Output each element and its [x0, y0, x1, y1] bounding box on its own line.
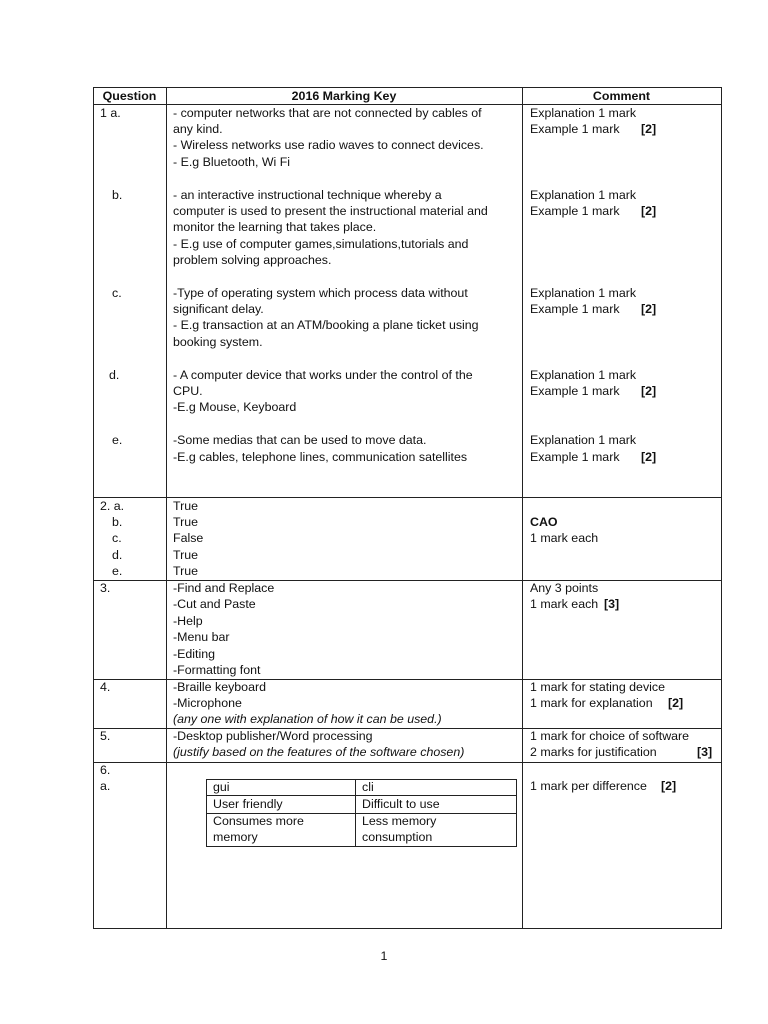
comment-line: Explanation 1 mark [530, 286, 637, 300]
key-line: -Cut and Paste [173, 597, 256, 611]
inner-table-left [206, 779, 207, 847]
table-border-bottom [93, 928, 722, 929]
marks-badge: [2] [641, 384, 657, 398]
question-label-2e: e. [112, 564, 123, 578]
comment-line: Example 1 mark [530, 122, 620, 136]
question-label-6a: a. [100, 779, 111, 793]
comment-line: Explanation 1 mark [530, 106, 637, 120]
key-line: -Editing [173, 647, 216, 661]
page-number: 1 [380, 949, 388, 963]
marks-badge: [2] [641, 450, 657, 464]
marks-badge: [2] [641, 302, 657, 316]
header-comment: Comment [592, 89, 651, 103]
key-line: -E.g Mouse, Keyboard [173, 400, 297, 414]
comment-line: Explanation 1 mark [530, 188, 637, 202]
key-line: -Braille keyboard [173, 680, 266, 694]
inner-cell: User friendly [213, 797, 283, 811]
question-label-1b: b. [112, 188, 123, 202]
key-line: -Desktop publisher/Word processing [173, 729, 373, 743]
inner-table-top [206, 779, 516, 780]
key-line: -Menu bar [173, 630, 230, 644]
key-line: - E.g transaction at an ATM/booking a plane ticket using [173, 318, 479, 332]
key-line: -Type of operating system which process data without [173, 286, 468, 300]
answer-2d: True [173, 548, 199, 562]
question-label-2d: d. [112, 548, 123, 562]
key-line: -Find and Replace [173, 581, 275, 595]
question-label-1d: d. [109, 368, 120, 382]
answer-2b: True [173, 515, 199, 529]
question-label-2c: c. [112, 531, 122, 545]
key-line: monitor the learning that takes place. [173, 220, 377, 234]
inner-cell: Difficult to use [362, 797, 440, 811]
inner-cell: Consumes more [213, 814, 304, 828]
comment-line: 1 mark per difference [530, 779, 647, 793]
key-line: problem solving approaches. [173, 253, 332, 267]
key-note-italic: (any one with explanation of how it can be used.) [173, 712, 442, 726]
question-label-1a: 1 a. [100, 106, 121, 120]
comment-cao: CAO [530, 515, 558, 529]
key-line: -E.g cables, telephone lines, communication satellites [173, 450, 468, 464]
marks-badge: [2] [641, 122, 657, 136]
question-label-2a: 2. a. [100, 499, 125, 513]
marks-badge: [2] [641, 204, 657, 218]
key-line: computer is used to present the instructional material and [173, 204, 488, 218]
comment-line: Explanation 1 mark [530, 433, 637, 447]
key-line: -Microphone [173, 696, 242, 710]
column-divider-1 [166, 87, 167, 929]
inner-header-gui: gui [213, 780, 230, 794]
comment-line: Example 1 mark [530, 204, 620, 218]
key-line: -Formatting font [173, 663, 261, 677]
table-border-right [721, 87, 722, 929]
inner-table-right [516, 779, 517, 847]
marks-badge: [2] [668, 696, 684, 710]
question-label-4: 4. [100, 680, 111, 694]
key-line: -Some medias that can be used to move data. [173, 433, 427, 447]
question-label-1c: c. [112, 286, 122, 300]
column-divider-2 [522, 87, 523, 929]
comment-line: 1 mark for explanation [530, 696, 653, 710]
comment-line: Any 3 points [530, 581, 599, 595]
answer-2c: False [173, 531, 204, 545]
key-line: - Wireless networks use radio waves to connect devices. [173, 138, 484, 152]
comment-line: 1 mark for stating device [530, 680, 665, 694]
key-line: booking system. [173, 335, 263, 349]
comment-line: Example 1 mark [530, 302, 620, 316]
comment-line: Example 1 mark [530, 450, 620, 464]
key-line: -Help [173, 614, 203, 628]
question-label-2b: b. [112, 515, 123, 529]
key-line: significant delay. [173, 302, 264, 316]
marks-badge: [2] [661, 779, 677, 793]
answer-2a: True [173, 499, 199, 513]
key-line: - an interactive instructional technique whereby a [173, 188, 442, 202]
marks-badge: [3] [697, 745, 713, 759]
inner-cell: consumption [362, 830, 433, 844]
comment-line: 1 mark for choice of software [530, 729, 690, 743]
inner-table-divider [355, 779, 356, 847]
marks-badge: [3] [604, 597, 620, 611]
answer-2e: True [173, 564, 199, 578]
key-line: any kind. [173, 122, 223, 136]
header-question: Question [102, 89, 157, 103]
inner-cell: memory [213, 830, 258, 844]
key-line: CPU. [173, 384, 203, 398]
key-line: - E.g Bluetooth, Wi Fi [173, 155, 291, 169]
question-label-3: 3. [100, 581, 111, 595]
key-note-italic: (justify based on the features of the software chosen) [173, 745, 465, 759]
comment-line: 1 mark each [530, 531, 599, 545]
comment-line: Example 1 mark [530, 384, 620, 398]
question-label-6: 6. [100, 763, 111, 777]
inner-cell: Less memory [362, 814, 437, 828]
comment-line: 1 mark each [530, 597, 599, 611]
inner-header-cli: cli [362, 780, 374, 794]
comment-line: 2 marks for justification [530, 745, 657, 759]
key-line: - computer networks that are not connected by cables of [173, 106, 482, 120]
inner-table-bottom [206, 846, 516, 847]
question-label-1e: e. [112, 433, 123, 447]
key-line: - E.g use of computer games,simulations,tutorials and [173, 237, 469, 251]
comment-line: Explanation 1 mark [530, 368, 637, 382]
row-rule-q6 [93, 762, 722, 763]
question-label-5: 5. [100, 729, 111, 743]
header-marking-key: 2016 Marking Key [291, 89, 397, 103]
key-line: - A computer device that works under the control of the [173, 368, 473, 382]
table-border-left [93, 87, 94, 929]
